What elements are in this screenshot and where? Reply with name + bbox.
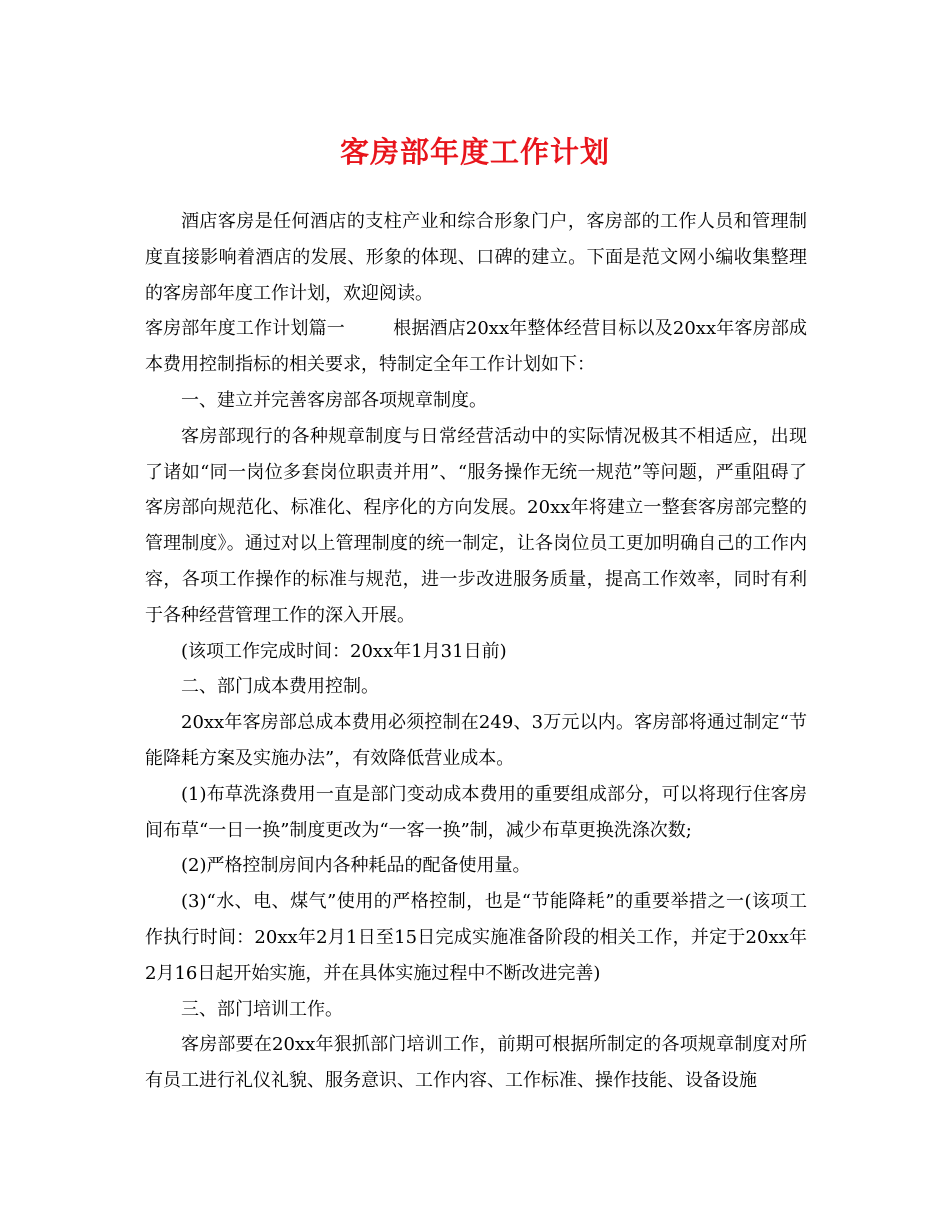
paragraph-training: 客房部要在20xx年狠抓部门培训工作，前期可根据所制定的各项规章制度对所有员工进行礼仪礼貌、服务意识、工作内容、工作标准、操作技能、设备设施 bbox=[145, 1034, 807, 1092]
section-heading-3: 三、部门培训工作。 bbox=[181, 998, 343, 1020]
article-heading: 客房部年度工作计划篇一 bbox=[145, 318, 345, 340]
paragraph-item-1: (1)布草洗涤费用一直是部门变动成本费用的重要组成部分，可以将现行住客房间布草“一日一换”制度更改为“一客一换”制，减少布草更换洗涤次数; bbox=[145, 783, 807, 841]
paragraph-section-one bbox=[145, 311, 807, 383]
section-heading-2: 二、部门成本费用控制。 bbox=[181, 676, 379, 698]
paragraph-intro: 酒店客房是任何酒店的支柱产业和综合形象门户，客房部的工作人员和管理制度直接影响着酒店的发展、形象的体现、口碑的建立。下面是范文网小编收集整理的客房部年度工作计划，欢迎阅读。 bbox=[145, 211, 807, 304]
document-body bbox=[145, 204, 807, 1099]
article-lead-text: 根据酒店20xx年整体经营目标以及20xx年客房部成本费用控制指标的相关要求，特制定全年工作计划如下： bbox=[145, 318, 807, 376]
paragraph-item-3: (3)“水、电、煤气”使用的严格控制，也是“节能降耗”的重要举措之一(该项工作执行时间：20xx年2月1日至15日完成实施准备阶段的相关工作，并定于20xx年2月16日起开始实施，并在具体实施过程中不断改进完善) bbox=[145, 891, 807, 984]
section-heading-1: 一、建立并完善客房部各项规章制度。 bbox=[181, 389, 487, 411]
document-title: 客房部年度工作计划 bbox=[339, 135, 610, 169]
paragraph-cost: 20xx年客房部总成本费用必须控制在249、3万元以内。客房部将通过制定“节能降耗方案及实施办法”，有效降低营业成本。 bbox=[145, 712, 807, 769]
paragraph-item-2: (2)严格控制房间内各种耗品的配备使用量。 bbox=[181, 855, 531, 877]
paragraph-rules: 客房部现行的各种规章制度与日常经营活动中的实际情况极其不相适应，出现了诸如“同一岗位多套岗位职责并用”、“服务操作无统一规范”等问题，严重阻碍了客房部向规范化、标准化、程序化的方向发展。20xx年将建立一整套客房部完整的管理制度》。通过对以上管理制度的统一制定，让各岗位员工更加明确自己的工作内容，各项工作操作的标准与规范，进一步改进服务质量，提高工作效率，同时有利于各种经营管理工作的深入开展。 bbox=[145, 425, 807, 626]
paragraph-deadline-1: (该项工作完成时间：20xx年1月31日前) bbox=[181, 640, 507, 662]
